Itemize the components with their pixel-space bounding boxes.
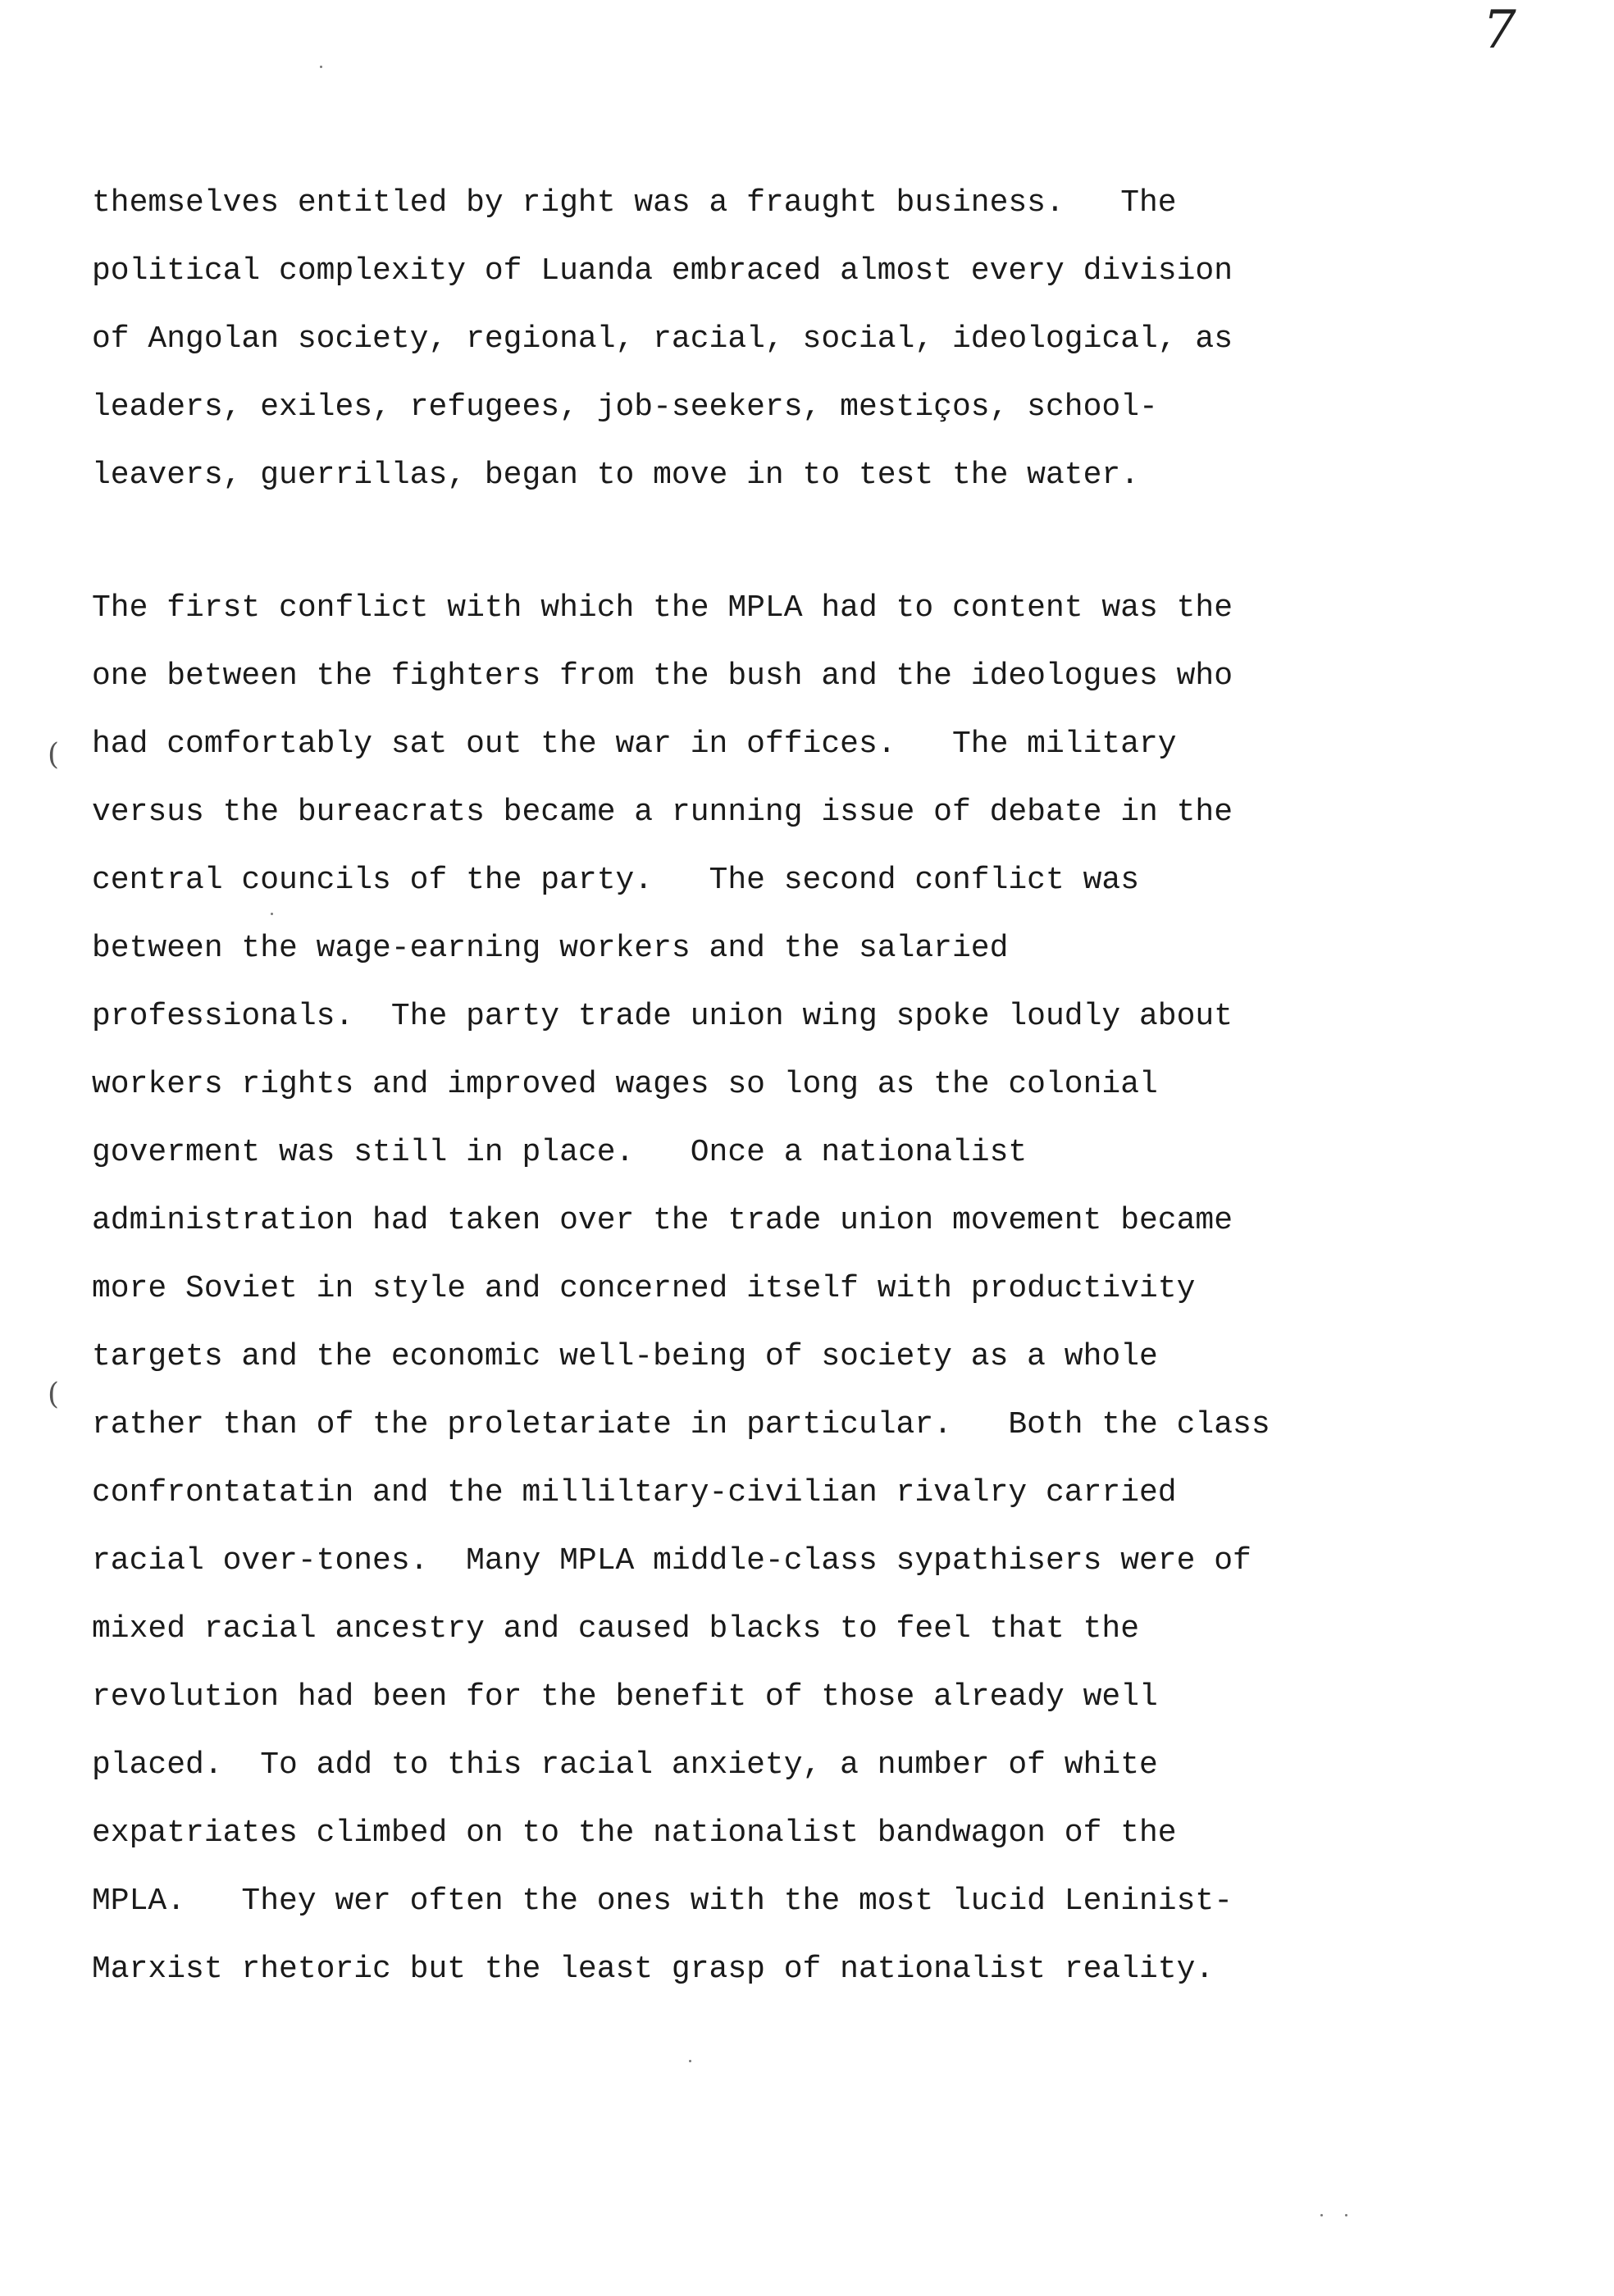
text-line: rather than of the proletariate in particular. Both the class bbox=[92, 1407, 1270, 1442]
text-line: The first conflict with which the MPLA had to content was the bbox=[92, 590, 1233, 626]
text-line: had comfortably sat out the war in offices. The military bbox=[92, 727, 1177, 762]
text-line: more Soviet in style and concerned itself with productivity bbox=[92, 1271, 1196, 1306]
page-number-mark: 7 bbox=[1483, 0, 1521, 61]
text-line: political complexity of Luanda embraced almost every division bbox=[92, 253, 1233, 289]
scan-speck bbox=[271, 913, 273, 915]
text-line: mixed racial ancestry and caused blacks to feel that the bbox=[92, 1611, 1140, 1647]
text-line: goverment was still in place. Once a nationalist bbox=[92, 1135, 1028, 1170]
text-line: targets and the economic well-being of society as a whole bbox=[92, 1339, 1158, 1374]
text-line: professionals. The party trade union wing spoke loudly about bbox=[92, 999, 1233, 1034]
text-line: MPLA. They wer often the ones with the most lucid Leninist- bbox=[92, 1884, 1233, 1919]
text-line: confrontatatin and the milliltary-civilian rivalry carried bbox=[92, 1475, 1177, 1510]
text-line: revolution had been for the benefit of those already well bbox=[92, 1679, 1158, 1715]
text-line: workers rights and improved wages so long as the colonial bbox=[92, 1067, 1158, 1102]
margin-pencil-mark: ( bbox=[48, 738, 60, 772]
text-line: central councils of the party. The second conflict was bbox=[92, 863, 1140, 898]
paragraph-1 bbox=[92, 169, 1371, 509]
scan-speck bbox=[689, 2060, 691, 2062]
text-line: versus the bureacrats became a running issue of debate in the bbox=[92, 795, 1233, 830]
text-line: Marxist rhetoric but the least grasp of nationalist reality. bbox=[92, 1952, 1215, 1987]
scan-speck bbox=[1345, 2214, 1347, 2216]
text-line: leaders, exiles, refugees, job-seekers, mestiços, school- bbox=[92, 390, 1158, 425]
scan-speck bbox=[1320, 2214, 1323, 2216]
paragraph-2 bbox=[92, 574, 1371, 2003]
scan-speck bbox=[320, 66, 322, 68]
text-line: themselves entitled by right was a fraught business. The bbox=[92, 185, 1177, 221]
text-line: between the wage-earning workers and the salaried bbox=[92, 931, 1009, 966]
text-line: one between the fighters from the bush and the ideologues who bbox=[92, 658, 1233, 694]
text-line: placed. To add to this racial anxiety, a number of white bbox=[92, 1747, 1158, 1783]
text-line: leavers, guerrillas, began to move in to test the water. bbox=[92, 458, 1140, 493]
text-line: administration had taken over the trade union movement became bbox=[92, 1203, 1233, 1238]
margin-pencil-mark: ( bbox=[48, 1378, 60, 1411]
text-line: expatriates climbed on to the nationalist bandwagon of the bbox=[92, 1815, 1177, 1851]
text-line: of Angolan society, regional, racial, social, ideological, as bbox=[92, 321, 1233, 357]
text-line: racial over-tones. Many MPLA middle-class sypathisers were of bbox=[92, 1543, 1252, 1578]
